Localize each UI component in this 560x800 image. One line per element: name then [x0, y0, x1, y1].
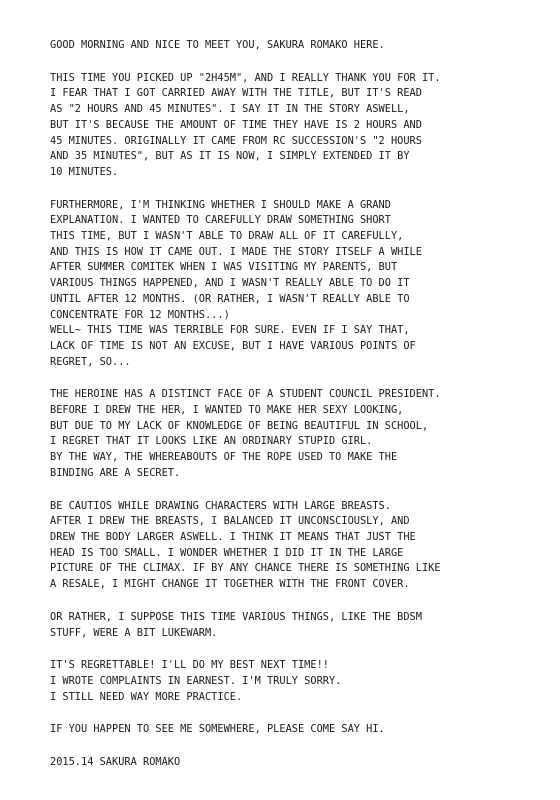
- text-line: AFTER I DREW THE BREASTS, I BALANCED IT UNCONSCIOUSLY, AND: [50, 515, 410, 528]
- lukewarm-paragraph: [50, 610, 540, 641]
- text-line: A RESALE, I MIGHT CHANGE IT TOGETHER WITH THE FRONT COVER.: [50, 578, 410, 591]
- text-line: BEFORE I DREW THE HER, I WANTED TO MAKE HER SEXY LOOKING,: [50, 404, 404, 417]
- text-line: DREW THE BODY LARGER ASWELL. I THINK IT MEANS THAT JUST THE: [50, 530, 416, 543]
- title-explanation-paragraph: [50, 71, 540, 181]
- text-line: I FEAR THAT I GOT CARRIED AWAY WITH THE TITLE, BUT IT'S READ: [50, 87, 422, 100]
- text-line: VARIOUS THINGS HAPPENED, AND I WASN'T REALLY ABLE TO DO IT: [50, 277, 410, 290]
- text-line: THIS TIME YOU PICKED UP "2H45M", AND I REALLY THANK YOU FOR IT.: [50, 71, 441, 84]
- drawing-notes-paragraph: [50, 499, 540, 593]
- text-line: AFTER SUMMER COMITEK WHEN I WAS VISITING MY PARENTS, BUT: [50, 261, 398, 274]
- text-line: LACK OF TIME IS NOT AN EXCUSE, BUT I HAVE VARIOUS POINTS OF: [50, 339, 416, 352]
- production-paragraph: [50, 198, 540, 371]
- text-line: PICTURE OF THE CLIMAX. IF BY ANY CHANCE THERE IS SOMETHING LIKE: [50, 562, 441, 575]
- text-line: IT'S REGRETTABLE! I'LL DO MY BEST NEXT TIME!!: [50, 659, 329, 672]
- text-line: AND 35 MINUTES", BUT AS IT IS NOW, I SIMPLY EXTENDED IT BY: [50, 150, 410, 163]
- text-line: IF YOU HAPPEN TO SEE ME SOMEWHERE, PLEASE COME SAY HI.: [50, 723, 385, 736]
- greeting-paragraph: [50, 38, 540, 54]
- closing-paragraph: [50, 722, 540, 738]
- text-line: BUT IT'S BECAUSE THE AMOUNT OF TIME THEY HAVE IS 2 HOURS AND: [50, 118, 422, 131]
- text-line: EXPLANATION. I WANTED TO CAREFULLY DRAW SOMETHING SHORT: [50, 214, 391, 227]
- text-line: BUT DUE TO MY LACK OF KNOWLEDGE OF BEING BEAUTIFUL IN SCHOOL,: [50, 419, 429, 432]
- text-line: STUFF, WERE A BIT LUKEWARM.: [50, 626, 218, 639]
- text-line: BE CAUTIOS WHILE DRAWING CHARACTERS WITH LARGE BREASTS.: [50, 499, 391, 512]
- text-line: THE HEROINE HAS A DISTINCT FACE OF A STUDENT COUNCIL PRESIDENT.: [50, 388, 441, 401]
- regret-paragraph: [50, 658, 540, 705]
- signature-line: [50, 755, 540, 771]
- text-line: HEAD IS TOO SMALL. I WONDER WHETHER I DID IT IN THE LARGE: [50, 546, 404, 559]
- text-line: THIS TIME, BUT I WASN'T ABLE TO DRAW ALL OF IT CAREFULLY,: [50, 230, 404, 243]
- heroine-paragraph: [50, 387, 540, 481]
- text-line: BY THE WAY, THE WHEREABOUTS OF THE ROPE USED TO MAKE THE: [50, 451, 398, 464]
- text-line: I STILL NEED WAY MORE PRACTICE.: [50, 690, 243, 703]
- text-line: BINDING ARE A SECRET.: [50, 466, 181, 479]
- text-line: UNTIL AFTER 12 MONTHS. (OR RATHER, I WASN'T REALLY ABLE TO: [50, 292, 410, 305]
- text-line: GOOD MORNING AND NICE TO MEET YOU, SAKURA ROMAKO HERE.: [50, 39, 385, 51]
- text-line: 10 MINUTES.: [50, 165, 119, 178]
- text-line: CONCENTRATE FOR 12 MONTHS...): [50, 308, 230, 321]
- date-and-author: 2015.14 SAKURA ROMAKO: [50, 756, 181, 769]
- text-line: REGRET, SO...: [50, 355, 131, 368]
- text-line: WELL~ THIS TIME WAS TERRIBLE FOR SURE. EVEN IF I SAY THAT,: [50, 324, 410, 337]
- text-line: I WROTE COMPLAINTS IN EARNEST. I'M TRULY SORRY.: [50, 674, 342, 687]
- text-line: OR RATHER, I SUPPOSE THIS TIME VARIOUS THINGS, LIKE THE BDSM: [50, 610, 422, 623]
- text-line: FURTHERMORE, I'M THINKING WHETHER I SHOULD MAKE A GRAND: [50, 198, 391, 211]
- text-line: AND THIS IS HOW IT CAME OUT. I MADE THE STORY ITSELF A WHILE: [50, 245, 422, 258]
- text-line: AS "2 HOURS AND 45 MINUTES". I SAY IT IN THE STORY ASWELL,: [50, 103, 410, 116]
- text-line: I REGRET THAT IT LOOKS LIKE AN ORDINARY STUPID GIRL.: [50, 435, 373, 448]
- text-line: 45 MINUTES. ORIGINALLY IT CAME FROM RC SUCCESSION'S "2 HOURS: [50, 134, 422, 147]
